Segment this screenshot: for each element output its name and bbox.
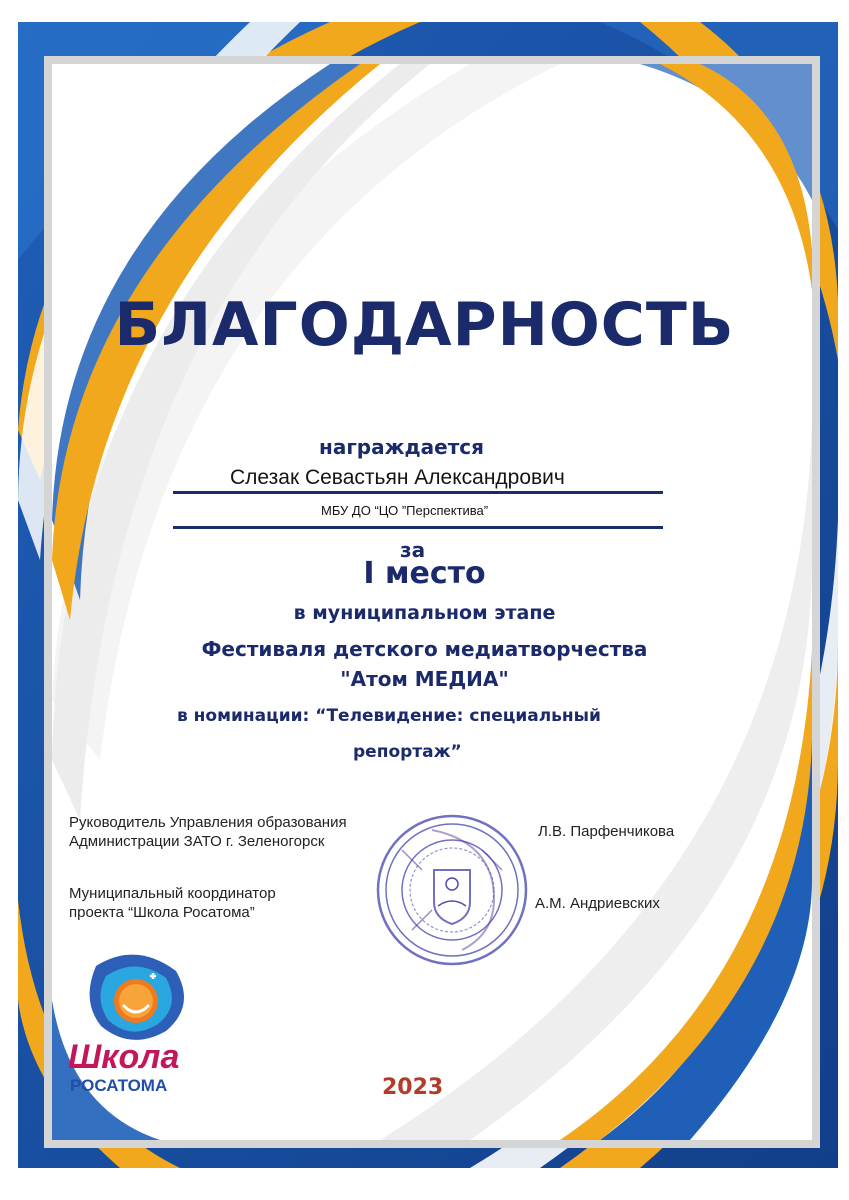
school-rosatom-logo <box>66 946 196 1096</box>
nomination-line-2: репортаж” <box>353 742 462 762</box>
signature-1-role <box>69 813 347 851</box>
organization-underline <box>173 526 663 529</box>
description-line-2: Фестиваля детского медиатворчества <box>201 637 648 661</box>
place-title: I место <box>363 556 486 591</box>
signature-2-role <box>69 884 276 922</box>
description-line-1: в муниципальном этапе <box>293 602 556 624</box>
logo-text-line-2: РОСАТОМА <box>70 1076 168 1095</box>
recipient-name: Слезак Севастьян Александрович <box>230 466 565 489</box>
awarded-label: награждается <box>319 435 484 459</box>
signature-1-role-line-1: Руководитель Управления образования <box>69 814 347 831</box>
year: 2023 <box>382 1075 444 1100</box>
name-underline <box>173 491 663 494</box>
description-line-3: "Атом МЕДИА" <box>340 667 509 691</box>
signature-2-role-line-2: проекта “Школа Росатома” <box>69 904 255 921</box>
organization: МБУ ДО “ЦО ”Перспектива” <box>321 503 489 518</box>
official-seal-icon <box>372 810 532 970</box>
logo-text-line-1: Школа <box>68 1038 180 1076</box>
signature-1-name: Л.В. Парфенчикова <box>538 823 675 840</box>
certificate-title: БЛАГОДАРНОСТЬ <box>114 290 735 360</box>
for-label: за <box>400 538 426 562</box>
signature-2-role-line-1: Муниципальный координатор <box>69 885 276 902</box>
signature-2-name: А.М. Андриевских <box>535 895 660 912</box>
signature-1-role-line-2: Администрации ЗАТО г. Зеленогорск <box>69 833 325 850</box>
nomination-line-1: в номинации: “Телевидение: специальный <box>177 706 601 726</box>
